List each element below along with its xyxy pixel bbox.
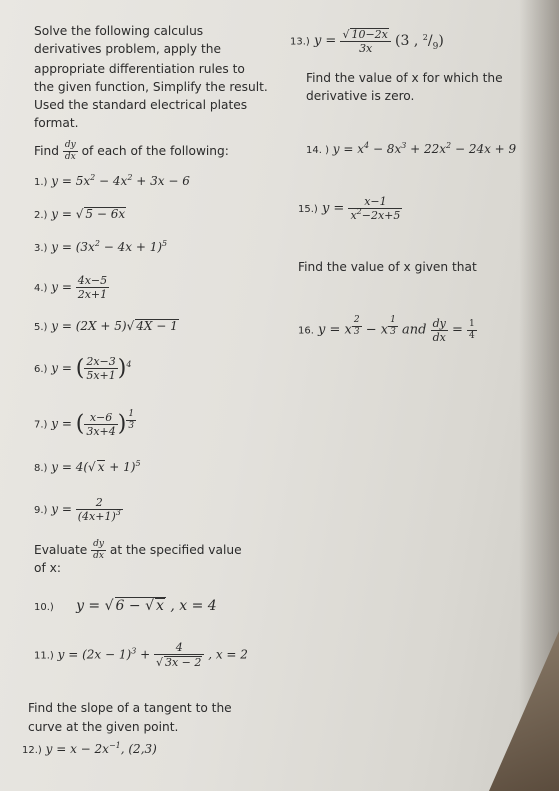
evaluate-instruction-line-2: of x: (34, 561, 61, 575)
problem-15: 15.) y = $\frac{x-1}{x^2-2x+5}$ (298, 195, 401, 222)
slope-instruction-line-2: curve at the given point. (28, 720, 179, 734)
problem-8: 8.) y = 4(√ x + 1)$^5$ (34, 459, 141, 474)
problem-13: 13.) y = $\frac{√ 10-2x}{3x}$ (3 , $^2/_9$) (290, 28, 444, 55)
problem-9: 9.) y = $\frac{2}{(4x+1)^3}$ (34, 496, 121, 523)
problem-7: 7.) y = ( $\frac{x-6}{3x+4}$ ) $^{\frac{1}{3}}$ (34, 409, 135, 438)
problem-16: 16. y = x $^{\frac{2}{3}}$ − x $^{\frac{1}{3}}$ and $\frac{dy}{dx}$ = $\frac{1}{4}$ (298, 315, 475, 344)
intro-line-5: Used the standard electrical plates (34, 98, 248, 112)
slope-instruction-line-1: Find the slope of a tangent to the (28, 701, 232, 715)
intro-line-6: format. (34, 116, 79, 130)
dy-dx-fraction: $\frac{dy}{dx}$ (64, 140, 76, 162)
problem-2: 2.) y = √ 5 − 6x (34, 207, 126, 221)
find-instruction: Find $\frac{dy}{dx}$ of each of the following: (34, 140, 229, 162)
q16-instruction: Find the value of x given that (298, 260, 477, 274)
intro-line-1: Solve the following calculus (34, 24, 204, 38)
q13-instruction-line-2: derivative is zero. (306, 89, 415, 103)
problem-4: 4.) y = $\frac{4x-5}{2x+1}$ (34, 274, 108, 301)
evaluate-instruction: Evaluate $\frac{dy}{dx}$ at the specified value (34, 539, 242, 561)
problem-12: 12.) $y = x - 2x^{-1}$, (2,3) (22, 741, 157, 756)
q13-instruction-line-1: Find the value of x for which the (306, 71, 503, 85)
problem-1: 1.) $y = 5x^2 - 4x^2 + 3x - 6$ (34, 173, 190, 188)
problem-3: 3.) $y = (3x^2 - 4x + 1)^5$ (34, 239, 168, 254)
intro-line-3: appropriate differentiation rules to (34, 62, 245, 76)
intro-line-4: the given function, Simplify the result. (34, 80, 268, 94)
problem-14: 14. ) $y = x^4 - 8x^3 + 22x^2 - 24x + 9$ (306, 141, 517, 156)
problem-11: 11.) $y = (2x - 1)^3$ + $\frac{4}{√ 3x - 2}$ , x = 2 (34, 641, 248, 669)
problem-10: 10.) y = √ 6 − √ x , x = 4 (34, 598, 217, 614)
problem-5: 5.) y = (2X + 5)√ 4X − 1 (34, 319, 178, 333)
intro-line-2: derivatives problem, apply the (34, 42, 222, 56)
problem-6: 6.) y = ( $\frac{2x-3}{5x+1}$ )$^4$ (34, 355, 132, 382)
